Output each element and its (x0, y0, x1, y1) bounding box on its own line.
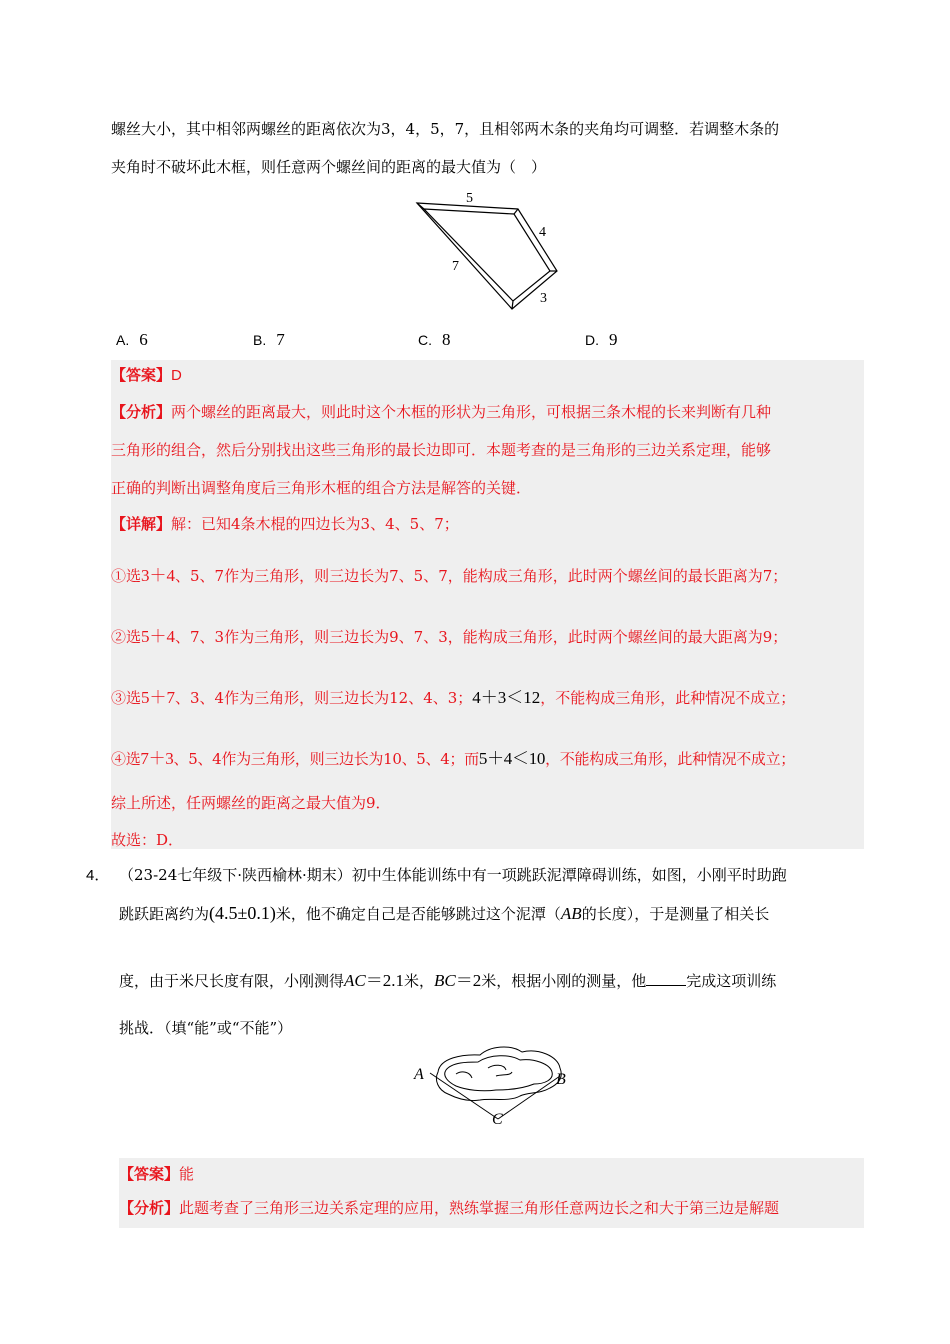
q4-line-4: 挑战．（填“能”或“不能”） (119, 1019, 293, 1037)
case2-text: 、7、3作为三角形，则三边长为9、7、3，能构成三角形，此时两个螺丝间的最大距离为9； (175, 628, 788, 646)
q4-l3-c: 米，根据小刚的测量，他 (481, 972, 647, 990)
q3-answer (111, 364, 182, 385)
case3-conclusion: ，不能构成三角形，此种情况不成立； (540, 689, 796, 707)
q4-jump-range: (4.5±0.1) (209, 903, 276, 923)
case3-prefix: ③选 (111, 689, 142, 707)
frame-label-bottom: 3 (540, 291, 547, 306)
case4-conclusion: ，不能构成三角形，此种情况不成立； (545, 750, 795, 768)
frame-label-top: 5 (466, 191, 473, 206)
option-c-letter: C. (418, 332, 432, 348)
option-b-value: 7 (276, 330, 285, 349)
q4-ab: AB (560, 904, 582, 923)
option-a-value: 6 (139, 330, 148, 349)
q3-stem-line-1: 螺丝大小，其中相邻两螺丝的距离依次为3，4，5，7，且相邻两木条的夹角均可调整．若调整木条的 (111, 120, 780, 138)
q3-case-3 (111, 683, 795, 708)
detail-intro-text: 解：已知4条木棍的四边长为3、4、5、7； (171, 515, 459, 533)
option-d-letter: D. (585, 332, 599, 348)
analysis-tag: 【分析】 (111, 403, 172, 421)
answer-value: D (171, 367, 182, 384)
q3-analysis-line-3: 正确的判断出调整角度后三角形木框的组合方法是解答的关键． (111, 479, 532, 497)
case1-text: 、5、7作为三角形，则三边长为7、5、7，能构成三角形，此时两个螺丝间的最长距离为7； (175, 567, 788, 585)
q4-analysis (119, 1197, 779, 1218)
case1-prefix: ①选 (111, 567, 142, 585)
q3-stem-line-2: 夹角时不破坏此木框，则任意两个螺丝间的距离的最大值为（ ） (111, 158, 547, 176)
case3-inequality: 4＋3＜12 (472, 688, 541, 707)
q4-line-3 (119, 966, 776, 991)
q4-l3-b: 米， (404, 972, 435, 990)
q4-ac-value: ＝2.1 (365, 971, 404, 990)
q4-analysis-text: 此题考查了三角形三边关系定理的应用，熟练掌握三角形任意两边长之和大于第三边是解题 (179, 1199, 780, 1217)
q4-l2-c: 的长度），于是测量了相关长 (581, 905, 770, 923)
mud-pond-figure (410, 1040, 580, 1130)
q4-line-1: （23-24七年级下·陕西榆林·期末）初中生体能训练中有一项跳跃泥潭障碍训练，如图，小刚平时助跑 (119, 866, 787, 884)
case4-text: 、5、4作为三角形，则三边长为10、5、4；而 (173, 750, 479, 768)
q3-analysis-line-2: 三角形的组合，然后分别找出这些三角形的最长边即可．本题考查的是三角形的三边关系定理，能够 (111, 441, 772, 459)
q4-bc-var: BC (434, 971, 456, 990)
q4-ac-var: AC (344, 971, 366, 990)
answer-tag: 【答案】 (111, 366, 172, 384)
q4-l3-a: 度，由于米尺长度有限，小刚测得 (119, 972, 345, 990)
q3-summary: 综上所述，任两螺丝的距离之最大值为9． (111, 794, 391, 812)
option-d-value: 9 (609, 330, 618, 349)
option-a-letter: A. (116, 332, 130, 348)
point-a-label: A (414, 1066, 424, 1083)
option-c-value: 8 (442, 330, 451, 349)
q4-analysis-tag: 【分析】 (119, 1199, 180, 1217)
case4-inequality: 5＋4＜10 (478, 749, 546, 768)
q4-line-2 (119, 903, 769, 924)
q4-bc-value: ＝2 (455, 971, 482, 990)
q4-number: 4． (86, 867, 110, 884)
option-d[interactable] (585, 330, 618, 350)
q3-solution-box (111, 360, 864, 849)
case2-prefix: ②选 (111, 628, 142, 646)
point-b-label: B (556, 1071, 566, 1088)
case4-prefix: ④选 (111, 750, 141, 768)
case1-expr: 3＋4 (141, 566, 176, 585)
q3-detail-intro (111, 513, 459, 534)
q3-case-1 (111, 561, 787, 586)
q4-l3-d: 完成这项训练 (686, 972, 777, 990)
option-c[interactable] (418, 330, 451, 350)
case3-text: 、3、4作为三角形，则三边长为12、4、3； (175, 689, 473, 707)
detail-tag: 【详解】 (111, 515, 172, 533)
q4-answer-tag: 【答案】 (119, 1165, 180, 1183)
option-a[interactable] (116, 330, 148, 350)
wooden-frame-figure (400, 185, 580, 315)
q4-l2-b: 米，他不确定自己是否能够跳过这个泥潭（ (275, 905, 561, 923)
q4-answer (119, 1163, 194, 1184)
q4-l2-a: 跳跃距离约为 (119, 905, 210, 923)
q3-choose: 故选：D． (111, 831, 184, 849)
answer-blank[interactable] (646, 971, 686, 986)
q3-case-4 (111, 744, 795, 769)
q3-case-2 (111, 622, 787, 647)
frame-label-left: 7 (452, 259, 459, 274)
analysis-text-1: 两个螺丝的距离最大，则此时这个木框的形状为三角形，可根据三条木棍的长来判断有几种 (171, 403, 772, 421)
q4-answer-value: 能 (179, 1165, 195, 1183)
point-c-label: C (492, 1111, 503, 1128)
case3-expr: 5＋7 (141, 688, 176, 707)
q3-analysis-line-1 (111, 401, 771, 422)
case2-expr: 5＋4 (141, 627, 176, 646)
option-b[interactable] (253, 330, 285, 350)
case4-expr: 7＋3 (140, 749, 174, 768)
option-b-letter: B. (253, 332, 267, 348)
frame-label-right: 4 (539, 225, 546, 240)
